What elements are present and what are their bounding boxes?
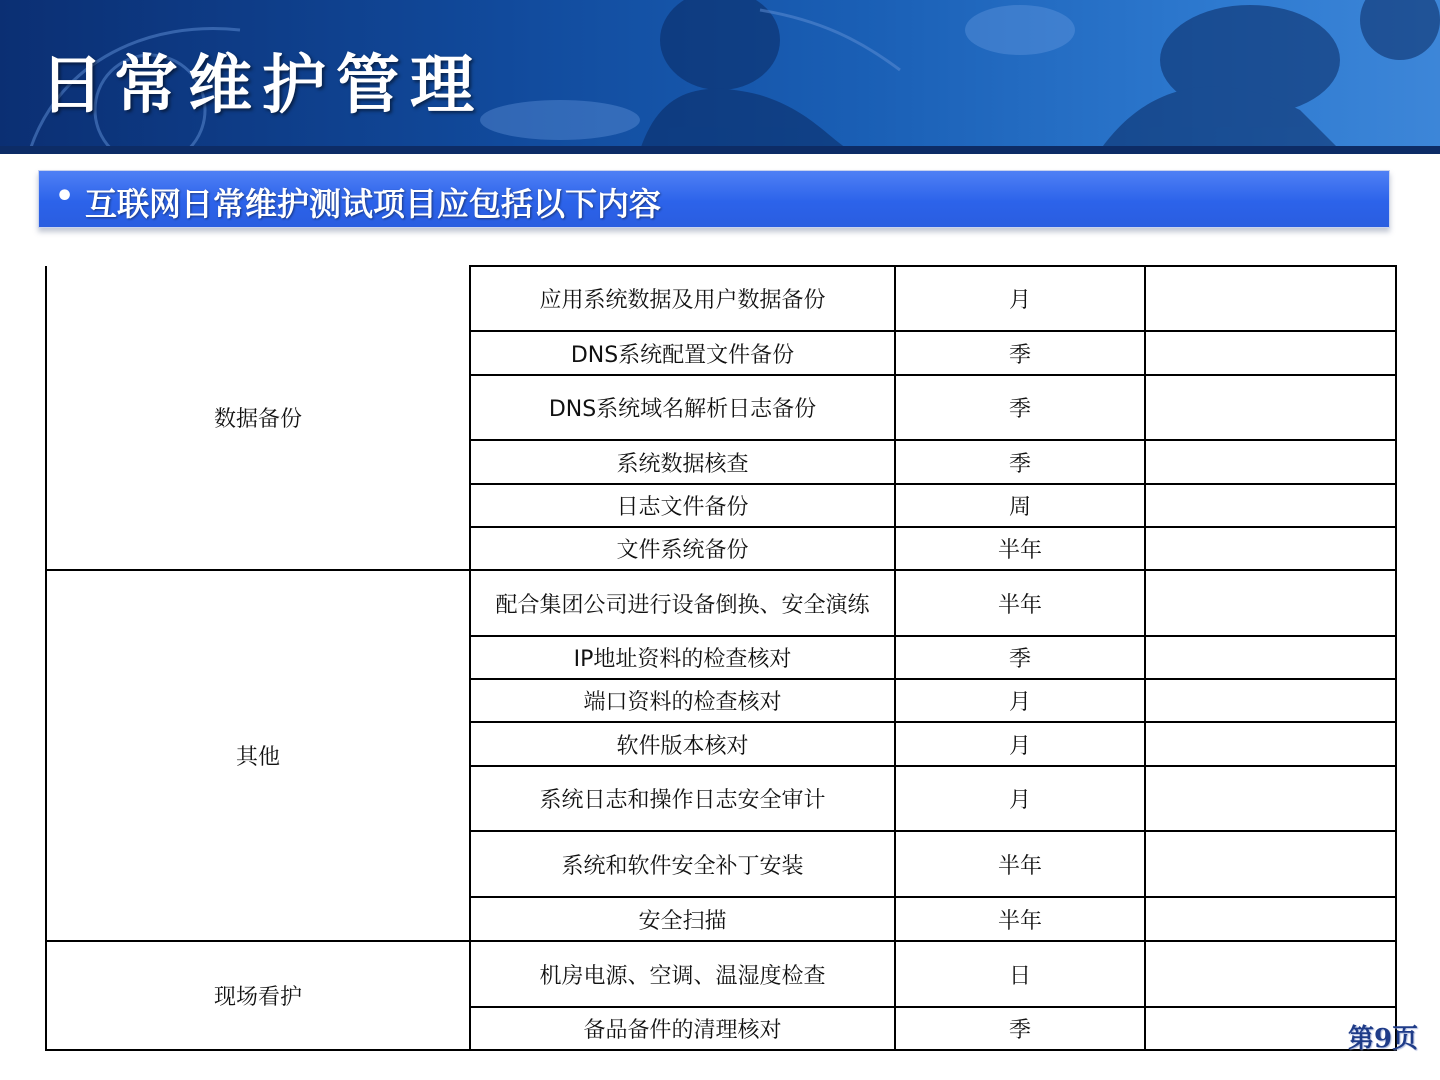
maintenance-table-wrapper (45, 265, 1395, 1049)
task-cell: 配合集团公司进行设备倒换、安全演练 (470, 570, 895, 636)
note-cell (1145, 722, 1396, 766)
table-row (46, 570, 1396, 636)
maintenance-table (45, 265, 1397, 1051)
title-banner (0, 0, 1440, 150)
category-cell: 其他 (46, 570, 470, 941)
table-row (46, 941, 1396, 1007)
task-cell: 系统和软件安全补丁安装 (470, 831, 895, 897)
task-cell: DNS系统域名解析日志备份 (470, 375, 895, 440)
note-cell (1145, 440, 1396, 484)
table-row (46, 266, 1396, 331)
task-cell: 系统数据核查 (470, 440, 895, 484)
frequency-cell: 月 (895, 266, 1145, 331)
task-cell: 机房电源、空调、温湿度检查 (470, 941, 895, 1007)
task-cell: 安全扫描 (470, 897, 895, 941)
frequency-cell: 周 (895, 484, 1145, 527)
task-cell: IP地址资料的检查核对 (470, 636, 895, 679)
category-cell: 现场看护 (46, 941, 470, 1050)
frequency-cell: 日 (895, 941, 1145, 1007)
task-cell: 备品备件的清理核对 (470, 1007, 895, 1050)
frequency-cell: 半年 (895, 897, 1145, 941)
note-cell (1145, 331, 1396, 375)
note-cell (1145, 897, 1396, 941)
frequency-cell: 半年 (895, 831, 1145, 897)
frequency-cell: 半年 (895, 570, 1145, 636)
task-cell: 应用系统数据及用户数据备份 (470, 266, 895, 331)
task-cell: 软件版本核对 (470, 722, 895, 766)
frequency-cell: 月 (895, 679, 1145, 722)
frequency-cell: 季 (895, 331, 1145, 375)
task-cell: 端口资料的检查核对 (470, 679, 895, 722)
task-cell: DNS系统配置文件备份 (470, 331, 895, 375)
note-cell (1145, 527, 1396, 570)
note-cell (1145, 766, 1396, 831)
slide-title: 日常维护管理 (40, 48, 484, 123)
note-cell (1145, 484, 1396, 527)
frequency-cell: 季 (895, 1007, 1145, 1050)
note-cell (1145, 636, 1396, 679)
subtitle-text: 互联网日常维护测试项目应包括以下内容 (85, 185, 662, 223)
frequency-cell: 月 (895, 766, 1145, 831)
task-cell: 系统日志和操作日志安全审计 (470, 766, 895, 831)
task-cell: 文件系统备份 (470, 527, 895, 570)
category-cell: 数据备份 (46, 266, 470, 570)
frequency-cell: 月 (895, 722, 1145, 766)
note-cell (1145, 375, 1396, 440)
note-cell (1145, 679, 1396, 722)
bullet-icon: • (55, 179, 75, 214)
task-cell: 日志文件备份 (470, 484, 895, 527)
note-cell (1145, 570, 1396, 636)
note-cell (1145, 266, 1396, 331)
frequency-cell: 季 (895, 440, 1145, 484)
subtitle-bar (38, 170, 1390, 228)
frequency-cell: 季 (895, 636, 1145, 679)
page-number: 第9页 (1348, 1024, 1419, 1054)
frequency-cell: 季 (895, 375, 1145, 440)
frequency-cell: 半年 (895, 527, 1145, 570)
banner-divider (0, 146, 1440, 154)
note-cell (1145, 941, 1396, 1007)
table-top-border (469, 265, 1395, 267)
note-cell (1145, 831, 1396, 897)
